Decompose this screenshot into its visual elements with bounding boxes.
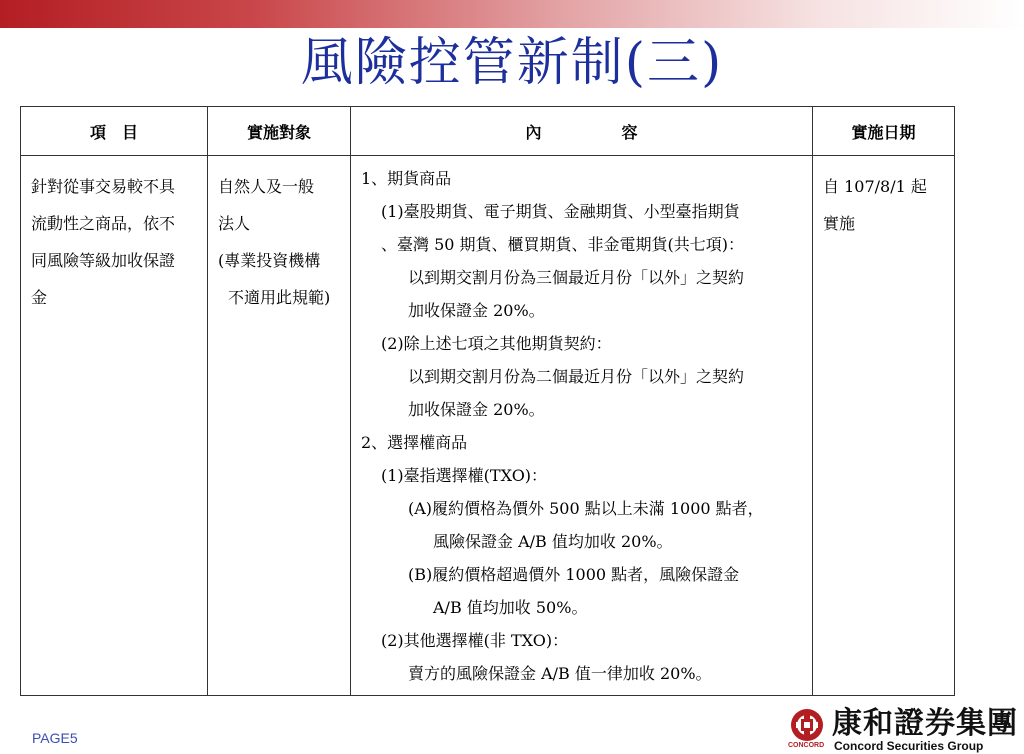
page-title: 風險控管新制(三) [300,33,724,93]
content-line: 、臺灣 50 期貨、櫃買期貨、非金電期貨(共七項)： [381,235,745,254]
content-line: (2)其他選擇權(非 TXO)： [381,631,569,650]
content-line: (2)除上述七項之其他期貨契約： [381,334,612,353]
header-target: 實施對象 [208,107,351,156]
content-cell [351,156,813,696]
content-line: 風險保證金 A/B 值均加收 20%。 [433,532,673,551]
logo-chinese-name: 康和證券集團 [832,706,1018,741]
policy-table [20,106,955,696]
item-line: 金 [31,288,48,307]
content-line: A/B 值均加收 50%。 [433,598,588,617]
table-header-row [21,107,955,156]
content-line: 加收保證金 20%。 [408,301,545,320]
item-cell [21,156,208,696]
header-item: 項 目 [21,107,208,156]
date-line: 自 107/8/1 起 [823,177,927,196]
company-logo [788,708,1018,752]
content-line: 1、期貨商品 [361,169,452,188]
target-line: (專業投資機構 [218,251,321,270]
top-gradient-bar [0,0,1024,28]
concord-logo-icon [790,708,824,742]
content-line: (1)臺指選擇權(TXO)： [381,466,548,485]
item-line: 流動性之商品，依不 [31,214,176,233]
date-cell [813,156,955,696]
content-line: 以到期交割月份為二個最近月份「以外」之契約 [408,367,745,386]
content-line: (B)履約價格超過價外 1000 點者，風險保證金 [408,565,740,584]
target-line: 自然人及一般 [218,177,315,196]
logo-small-text: CONCORD [788,742,825,749]
content-line: 賣方的風險保證金 A/B 值一律加收 20%。 [408,664,712,683]
content-line: (1)臺股期貨、電子期貨、金融期貨、小型臺指期貨 [381,202,740,221]
item-line: 針對從事交易較不具 [31,177,176,196]
page-number: PAGE5 [32,730,78,746]
target-line: 法人 [218,214,251,233]
item-line: 同風險等級加收保證 [31,251,176,270]
target-cell [208,156,351,696]
content-line: (A)履約價格為價外 500 點以上未滿 1000 點者， [408,499,764,518]
content-line: 加收保證金 20%。 [408,400,545,419]
content-line: 以到期交割月份為三個最近月份「以外」之契約 [408,268,745,287]
content-line: 2、選擇權商品 [361,433,468,452]
target-line: 不適用此規範) [228,288,331,307]
header-date: 實施日期 [813,107,955,156]
logo-english-name: Concord Securities Group [834,739,984,753]
date-line: 實施 [823,214,856,233]
table-row [21,156,955,696]
header-content: 內 容 [351,107,813,156]
